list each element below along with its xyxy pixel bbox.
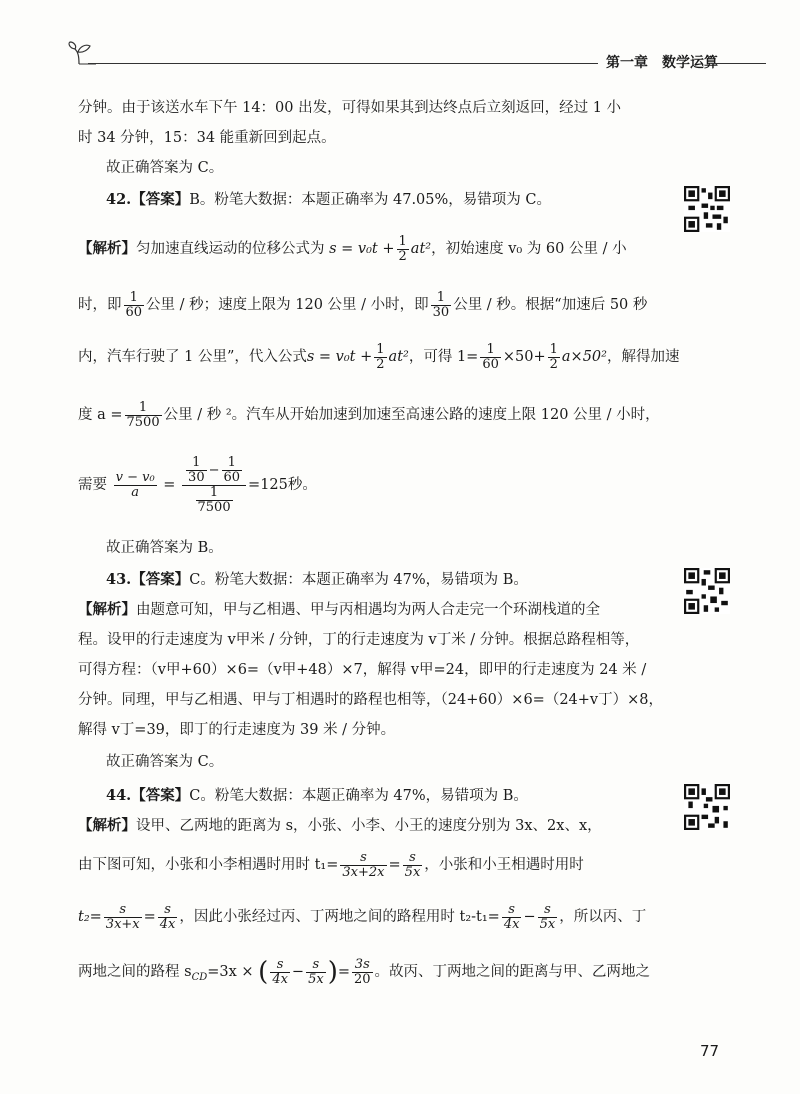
- qr-code-icon: [684, 784, 730, 830]
- qr-code-icon: [684, 186, 730, 232]
- q44-analysis-line-3: t₂= $\frac{s}{3x+x}$ = $\frac{s}{4x}$ ，因此小张经过丙、丁两地之间的路程用时 t₂-t₁= $\frac{s}{4x}$ − $\frac{s}{5x}$ ，所以丙、丁: [78, 901, 647, 932]
- q44-answer-header: 44.【答案】C。粉笔大数据：本题正确率为 47%，易错项为 B。: [106, 787, 528, 804]
- q42-analysis-line-3: 内，汽车行驶了 1 公里”，代入公式s = v₀t + $\frac{1}{2}$ at²，可得 1= $\frac{1}{60}$ ×50+ $\frac{1}{2}$ a×50²，解得加速: [78, 341, 680, 372]
- q42-answer-line: 故正确答案为 B。: [106, 540, 223, 556]
- q44-analysis-line-1: 【解析】设甲、乙两地的距离为 s，小张、小李、小王的速度分别为 3x、2x、x，: [78, 817, 602, 834]
- text-line: 分钟。由于该送水车下午 14：00 出发，可得如果其到达终点后立刻返回，经过 1 小: [78, 100, 622, 116]
- text-line: 解得 v丁=39，即丁的行走速度为 39 米 / 分钟。: [78, 722, 396, 738]
- q44-analysis-line-4: 两地之间的路程 $s_{CD}=3x$ × ( $\frac{s}{4x}$ − $\frac{s}{5x}$ )= $\frac{3s}{20}$ 。故丙、丁两地之间的距离与甲、乙两地之: [78, 956, 651, 987]
- header-rule-left: [88, 63, 598, 64]
- q42-answer-header: 42.【答案】B。粉笔大数据：本题正确率为 47.05%，易错项为 C。: [106, 191, 551, 208]
- text-line: 分钟。同理，甲与乙相遇、甲与丁相遇时的路程也相等，（24+60）×6=（24+v丁）×8，: [78, 692, 663, 708]
- q43-answer-header: 43.【答案】C。粉笔大数据：本题正确率为 47%，易错项为 B。: [106, 571, 528, 588]
- text-line: 程。设甲的行走速度为 v甲米 / 分钟，丁的行走速度为 v丁米 / 分钟。根据总路程相等，: [78, 632, 640, 648]
- q44-analysis-line-2: 由下图可知，小张和小李相遇时用时 t₁= $\frac{s}{3x+2x}$ = $\frac{s}{5x}$ ，小张和小王相遇时用时: [78, 849, 584, 880]
- qr-code-icon: [684, 568, 730, 614]
- q42-analysis-line-1: 【解析】匀加速直线运动的位移公式为 s = v₀t + $\frac{1}{2}$ at²，初始速度 v₀ 为 60 公里 / 小: [78, 233, 627, 264]
- chapter-title: 第一章 数学运算: [606, 55, 718, 71]
- text-line: 可得方程：（v甲+60）×6=（v甲+48）×7，解得 v甲=24，即甲的行走速度为 24 米 /: [78, 662, 647, 678]
- q42-analysis-line-2: 时，即 $\frac{1}{60}$ 公里 / 秒；速度上限为 120 公里 / 小时，即 $\frac{1}{30}$ 公里 / 秒。根据“加速后 50 秒: [78, 289, 648, 320]
- page-number: 77: [700, 1042, 720, 1060]
- q43-answer-line: 故正确答案为 C。: [106, 754, 224, 770]
- text-line: 时 34 分钟，15：34 能重新回到起点。: [78, 130, 336, 146]
- q42-analysis-line-5: 需要 $\frac{\text{v − v₀}}{a}$ = $\frac{1}{30}$ − $\frac{1}{60}$ $\frac{1}{7500}$ =125秒。: [78, 454, 317, 515]
- q42-analysis-line-4: 度 a = $\frac{1}{7500}$ 公里 / 秒 ²。汽车从开始加速到加速至高速公路的速度上限 120 公里 / 小时，: [78, 399, 660, 430]
- answer-line: 故正确答案为 C。: [106, 160, 224, 176]
- running-header: [66, 38, 766, 78]
- header-rule-right: [711, 63, 766, 64]
- q43-analysis-line-1: 【解析】由题意可知，甲与乙相遇、甲与丙相遇均为两人合走完一个环湖栈道的全: [78, 601, 600, 618]
